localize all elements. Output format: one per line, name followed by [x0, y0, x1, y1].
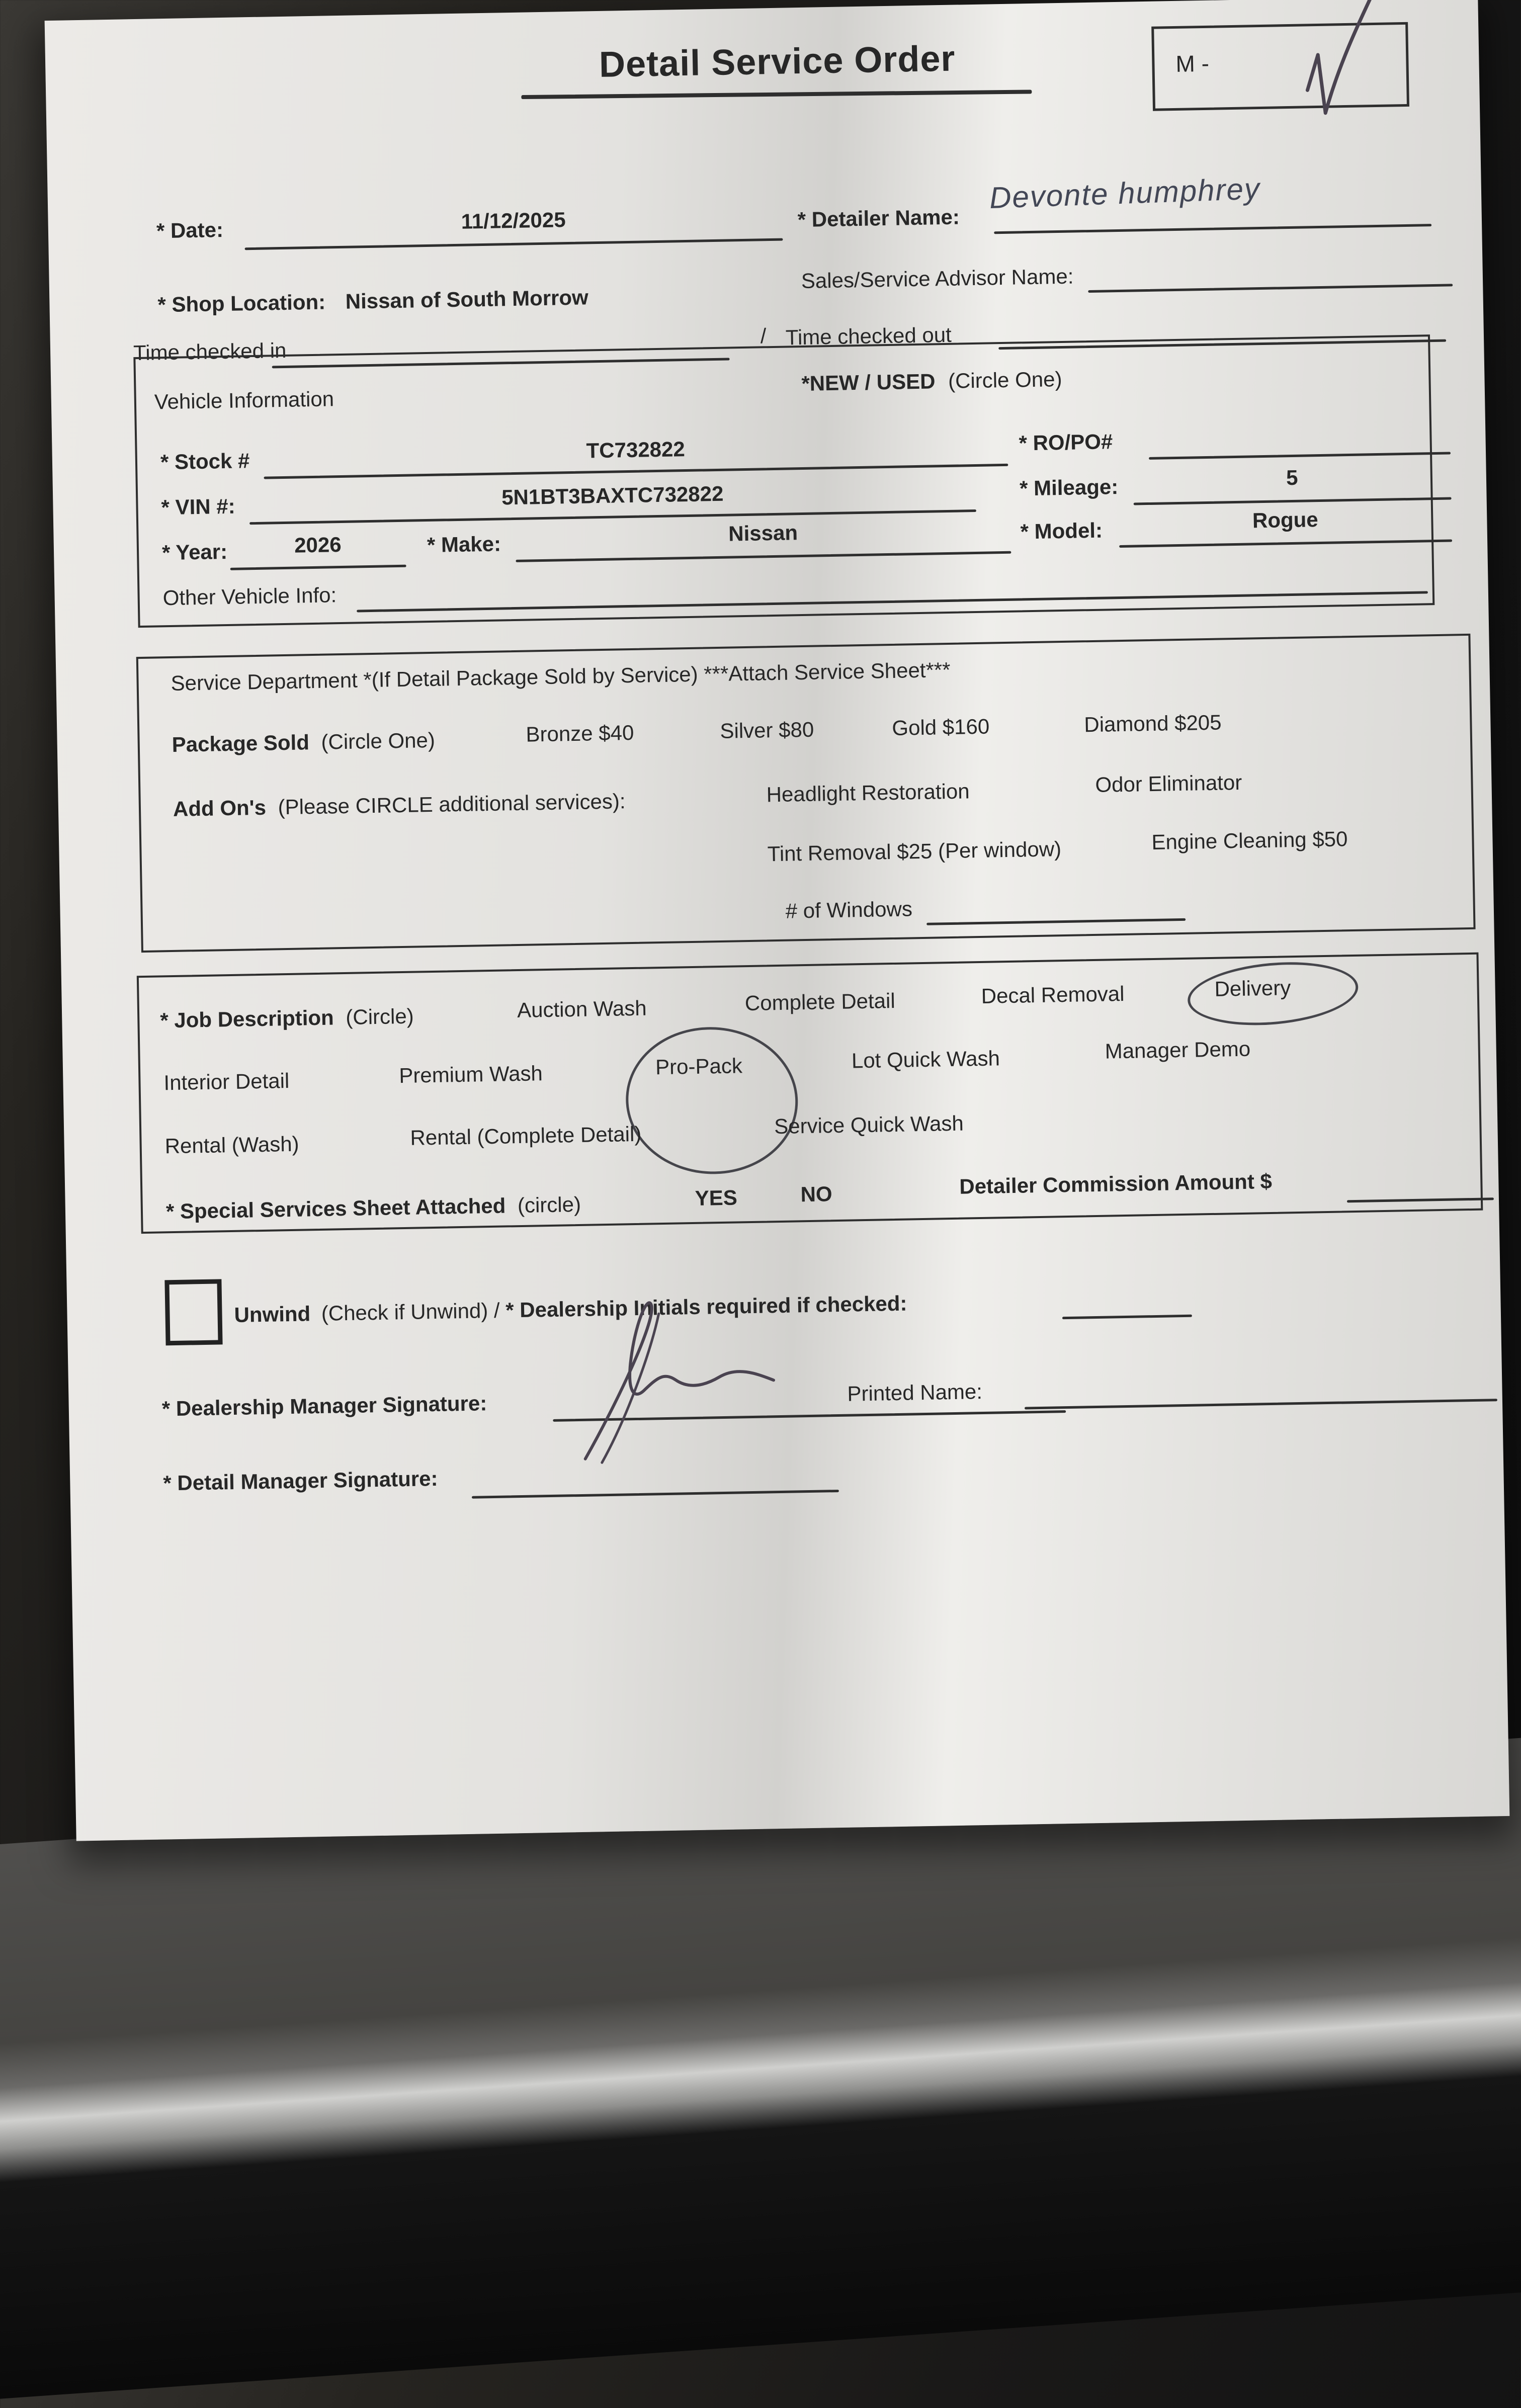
job-option-pro-pack: Pro-Pack [655, 1054, 743, 1079]
job-option-interior-detail: Interior Detail [163, 1068, 290, 1095]
job-option-rental-complete-detail: Rental (Complete Detail) [410, 1122, 642, 1150]
shop-location-value: Nissan of South Morrow [345, 285, 589, 313]
time-out-label: Time checked out [785, 322, 952, 350]
dealership-initials-underline [1062, 1315, 1192, 1320]
job-description-row-label [160, 1004, 414, 1033]
special-services-yes: YES [695, 1185, 738, 1210]
dealership-initials-label: * Dealership Initials required if checked: [505, 1291, 907, 1322]
package-option-bronze: Bronze $40 [526, 720, 634, 746]
year-label: * Year: [161, 539, 228, 565]
model-label: * Model: [1020, 518, 1103, 544]
vin-value: 5N1BT3BAXTC732822 [501, 481, 724, 509]
job-option-delivery: Delivery [1214, 976, 1291, 1001]
date-label: * Date: [156, 218, 224, 243]
addon-odor-eliminator: Odor Eliminator [1095, 770, 1242, 797]
package-option-silver: Silver $80 [720, 717, 814, 743]
new-used-label: *NEW / USED [801, 369, 936, 395]
job-option-lot-quick-wash: Lot Quick Wash [851, 1046, 1000, 1073]
detailer-name-handwritten: Devonte humphrey [988, 171, 1261, 215]
shop-location-label: * Shop Location: [157, 290, 326, 317]
unwind-note: (Check if Unwind) / [321, 1298, 506, 1325]
manager-signature-handwriting [535, 1288, 870, 1465]
package-sold-label: Package Sold [172, 730, 310, 756]
time-in-label: Time checked in [133, 338, 287, 365]
special-services-no: NO [800, 1182, 832, 1207]
other-vehicle-info-label: Other Vehicle Info: [162, 583, 337, 610]
new-used-row [801, 367, 1062, 396]
package-option-diamond: Diamond $205 [1083, 710, 1222, 737]
unwind-label: Unwind [234, 1302, 311, 1327]
job-description-label: * Job Description [159, 1005, 334, 1033]
job-description-note: (Circle) [345, 1004, 414, 1029]
title-underline [521, 90, 1032, 99]
advisor-name-underline [1088, 284, 1453, 293]
job-option-complete-detail: Complete Detail [744, 988, 896, 1015]
job-option-decal-removal: Decal Removal [981, 981, 1125, 1008]
addon-headlight-restoration: Headlight Restoration [766, 779, 970, 807]
commission-amount-label: Detailer Commission Amount $ [959, 1169, 1273, 1198]
year-value: 2026 [294, 533, 342, 557]
job-option-service-quick-wash: Service Quick Wash [774, 1111, 964, 1139]
make-value: Nissan [728, 521, 798, 546]
time-separator: / [760, 324, 767, 348]
m-box-label: M - [1175, 50, 1210, 77]
service-department-header: Service Department *(If Detail Package Sold by Service) ***Attach Service Sheet*** [171, 657, 951, 695]
new-used-note: (Circle One) [948, 367, 1062, 393]
detail-manager-signature-label: * Detail Manager Signature: [163, 1466, 438, 1495]
vin-label: * VIN #: [161, 494, 235, 520]
printed-name-label: Printed Name: [847, 1380, 983, 1406]
package-sold-note: (Circle One) [321, 728, 436, 754]
addon-tint-removal: Tint Removal $25 (Per window) [767, 837, 1062, 866]
stock-value: TC732822 [586, 437, 686, 463]
mileage-value: 5 [1286, 465, 1298, 490]
package-option-gold: Gold $160 [892, 714, 990, 740]
form-title: Detail Service Order [599, 38, 956, 85]
unwind-checkbox [164, 1279, 222, 1345]
printed-name-underline [1025, 1399, 1497, 1409]
date-underline [245, 238, 783, 250]
detailer-name-label: * Detailer Name: [797, 205, 960, 232]
job-option-manager-demo: Manager Demo [1105, 1037, 1251, 1063]
job-option-rental-wash: Rental (Wash) [164, 1132, 299, 1158]
manager-signature-label: * Dealership Manager Signature: [161, 1391, 487, 1421]
special-services-note: (circle) [517, 1192, 581, 1218]
addon-engine-cleaning: Engine Cleaning $50 [1151, 827, 1348, 854]
stock-label: * Stock # [160, 449, 250, 474]
make-label: * Make: [427, 532, 501, 557]
model-value: Rogue [1252, 507, 1319, 533]
paper-sheet [45, 0, 1510, 1841]
addons-label: Add On's [173, 795, 267, 821]
mileage-label: * Mileage: [1019, 475, 1119, 500]
windows-count-label: # of Windows [785, 897, 913, 923]
date-value: 11/12/2025 [461, 208, 566, 233]
ropo-label: * RO/PO# [1019, 429, 1113, 455]
vehicle-info-label: Vehicle Information [154, 387, 334, 414]
detailer-name-underline [994, 224, 1431, 234]
shop-location-row [157, 285, 588, 317]
addons-note: (Please CIRCLE additional services): [278, 789, 626, 819]
detail-manager-signature-underline [472, 1490, 839, 1499]
handwritten-checkmark [1241, 0, 1385, 139]
advisor-name-label: Sales/Service Advisor Name: [801, 264, 1074, 293]
package-sold-row-label [172, 728, 435, 757]
special-services-label: * Special Services Sheet Attached [165, 1193, 506, 1224]
job-option-auction-wash: Auction Wash [517, 996, 647, 1022]
job-option-premium-wash: Premium Wash [398, 1061, 543, 1088]
